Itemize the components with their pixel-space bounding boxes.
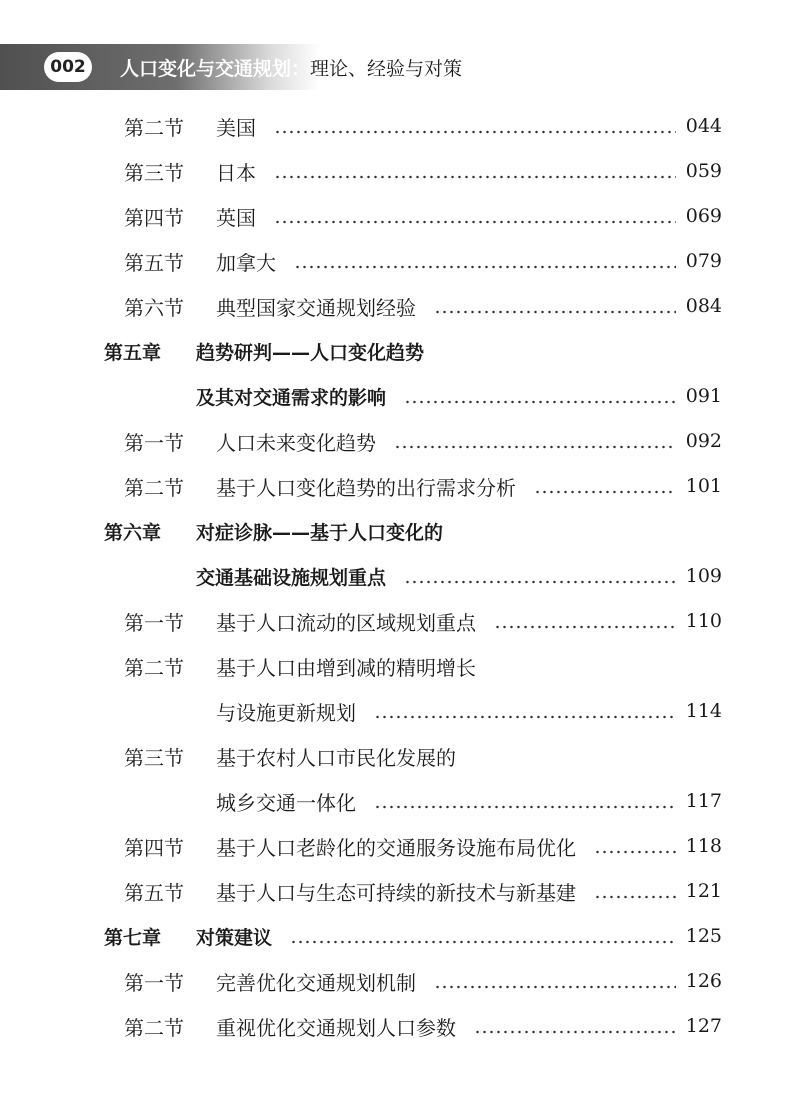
toc-entry-title: 基于人口流动的区域规划重点 [216,610,476,635]
toc-chapter-title: 及其对交通需求的影响 [196,386,387,409]
toc-chapter-continued[interactable] [196,379,722,413]
toc-entry-title: 基于人口由增到减的精明增长 [216,655,476,680]
toc-chapter-number: 第六章 [104,521,162,544]
toc-entry-title: 人口未来变化趋势 [216,430,376,455]
toc-entry[interactable] [124,199,722,233]
toc-entry-page: 110 [685,610,722,632]
book-title-main: 人口变化与交通规划： [120,58,311,80]
toc-entry-title: 典型国家交通规划经验 [216,295,416,320]
page-number: 002 [44,52,92,82]
page-header [0,44,790,90]
toc-entry[interactable] [124,424,722,458]
leader-dots [594,829,676,863]
toc-entry[interactable] [124,604,722,638]
toc-entry-title: 美国 [216,115,256,140]
leader-dots [434,289,676,323]
toc-entry-title: 基于人口老龄化的交通服务设施布局优化 [216,835,576,860]
toc-entry-title: 基于人口变化趋势的出行需求分析 [216,475,516,500]
toc-entry-number: 第三节 [124,745,184,770]
toc-entry-page: 044 [685,115,722,137]
toc-entry-page: 059 [685,160,722,182]
toc-entry-number: 第四节 [124,835,184,860]
toc-entry[interactable] [124,109,722,143]
toc-entry[interactable] [124,739,722,773]
leader-dots [274,199,676,233]
toc-entry-number: 第三节 [124,160,184,185]
leader-dots [474,1009,676,1043]
toc-entry[interactable] [124,964,722,998]
toc-entry[interactable] [124,289,722,323]
toc-entry-title: 基于人口与生态可持续的新技术与新基建 [216,880,576,905]
toc-entry-page: 101 [685,475,722,497]
toc-entry[interactable] [124,154,722,188]
leader-dots [594,874,676,908]
toc-entry-title: 与设施更新规划 [216,700,356,725]
toc-chapter-page: 109 [685,565,722,587]
toc-entry-continued[interactable] [216,784,722,818]
toc-chapter-continued[interactable] [196,559,722,593]
toc-entry-page: 117 [685,790,722,812]
toc-entry-page: 121 [685,880,722,902]
toc-entry-number: 第四节 [124,205,184,230]
toc-entry-page: 126 [685,970,722,992]
toc-entry[interactable] [124,469,722,503]
toc-entry-number: 第二节 [124,1015,184,1040]
toc-entry-page: 092 [685,430,722,452]
toc-entry-number: 第六节 [124,295,184,320]
toc-entry-number: 第一节 [124,430,184,455]
toc-chapter-page: 125 [685,925,722,947]
leader-dots [494,604,676,638]
toc-entry-number: 第一节 [124,970,184,995]
toc-chapter-number: 第七章 [104,926,162,949]
toc-chapter-title: 交通基础设施规划重点 [196,566,387,589]
toc-chapter-title: 对策建议 [196,926,273,949]
toc-entry-number: 第一节 [124,610,184,635]
toc-entry-page: 084 [685,295,722,317]
book-title [120,54,462,81]
toc-chapter[interactable] [104,514,722,548]
toc-entry[interactable] [124,1009,722,1043]
toc-chapter[interactable] [104,334,722,368]
toc-entry[interactable] [124,874,722,908]
toc-entry-page: 114 [685,700,722,722]
toc-entry-number: 第二节 [124,655,184,680]
toc-entry-title: 日本 [216,160,256,185]
toc-entry-title: 加拿大 [216,250,276,275]
leader-dots [374,784,676,818]
book-title-subtitle: 理论、经验与对策 [310,58,463,80]
leader-dots [394,424,676,458]
toc-entry-page: 079 [685,250,722,272]
toc-entry-title: 重视优化交通规划人口参数 [216,1015,456,1040]
toc-entry-page: 127 [685,1015,722,1037]
toc-chapter-title: 趋势研判——人口变化趋势 [196,341,425,364]
leader-dots [274,109,676,143]
leader-dots [290,919,676,953]
leader-dots [374,694,676,728]
toc-entry[interactable] [124,244,722,278]
toc-chapter-number: 第五章 [104,341,162,364]
leader-dots [404,559,676,593]
toc-entry-number: 第二节 [124,475,184,500]
leader-dots [434,964,676,998]
toc-entry-page: 118 [685,835,722,857]
toc-entry-page: 069 [685,205,722,227]
toc-entry[interactable] [124,829,722,863]
toc-entry-title: 完善优化交通规划机制 [216,970,416,995]
toc-entry-title: 英国 [216,205,256,230]
toc-entry-number: 第五节 [124,250,184,275]
toc-entry[interactable] [124,649,722,683]
toc-entry-number: 第二节 [124,115,184,140]
leader-dots [274,154,676,188]
leader-dots [534,469,676,503]
toc-entry-title: 城乡交通一体化 [216,790,356,815]
toc-entry-title: 基于农村人口市民化发展的 [216,745,456,770]
toc-entry-number: 第五节 [124,880,184,905]
leader-dots [404,379,676,413]
toc-entry-continued[interactable] [216,694,722,728]
leader-dots [294,244,676,278]
toc-chapter-page: 091 [685,385,722,407]
toc-chapter[interactable] [104,919,722,953]
toc-chapter-title: 对症诊脉——基于人口变化的 [196,521,444,544]
